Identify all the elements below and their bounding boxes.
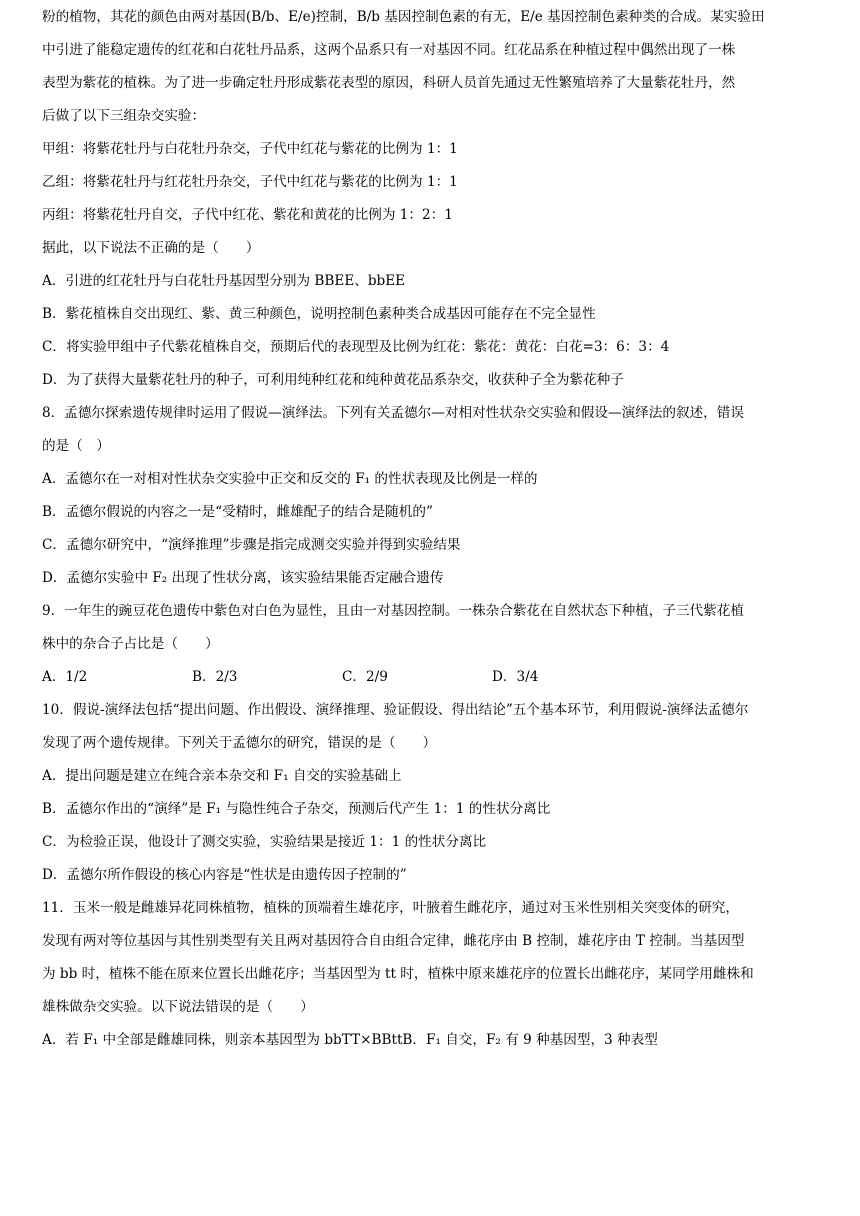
text-line: 雄株做杂交实验。以下说法错误的是（ ）: [42, 999, 314, 1015]
option-d: D．3/4: [492, 669, 539, 685]
text-line: C．将实验甲组中子代紫花植株自交，预期后代的表现型及比例为红花：紫花：黄花：白花=3：6：3：4: [42, 339, 670, 355]
option-b: B．2/3: [192, 669, 238, 685]
text-line: C．孟德尔研究中，“演绎推理”步骤是指完成测交实验并得到实验结果: [42, 537, 461, 553]
text-line: A．提出问题是建立在纯合亲本杂交和 F₁ 自交的实验基础上: [42, 768, 402, 784]
text-line: B．紫花植株自交出现红、紫、黄三种颜色，说明控制色素种类合成基因可能存在不完全显性: [42, 306, 596, 322]
text-line: A．引进的红花牡丹与白花牡丹基因型分别为 BBEE、bbEE: [42, 273, 406, 289]
text-line: 8．孟德尔探索遗传规律时运用了假说—演绎法。下列有关孟德尔—对相对性状杂交实验和假设—演绎法的叙述，错误: [42, 405, 744, 421]
text-line: 发现了两个遗传规律。下列关于孟德尔的研究，错误的是（ ）: [42, 735, 437, 751]
text-line: 据此，以下说法不正确的是（ ）: [42, 240, 260, 256]
text-line: B．孟德尔假说的内容之一是“受精时，雌雄配子的结合是随机的”: [42, 504, 433, 520]
text-line: 甲组：将紫花牡丹与白花牡丹杂交，子代中红花与紫花的比例为 1：1: [42, 141, 458, 157]
text-line: 10．假说-演绎法包括“提出问题、作出假设、演绎推理、验证假设、得出结论”五个基本环节，利用假说-演绎法孟德尔: [42, 702, 749, 718]
text-line: A．孟德尔在一对相对性状杂交实验中正交和反交的 F₁ 的性状表现及比例是一样的: [42, 471, 538, 487]
text-line: 发现有两对等位基因与其性别类型有关且两对基因符合自由组合定律，雌花序由 B 控制，雄花序由 T 控制。当基因型: [42, 933, 745, 949]
text-line: 粉的植物，其花的颜色由两对基因(B/b、E/e)控制，B/b 基因控制色素的有无，E/e 基因控制色素种类的合成。某实验田: [42, 9, 765, 25]
text-line: A．若 F₁ 中全部是雌雄同株，则亲本基因型为 bbTT×BBttB．F₁ 自交，F₂ 有 9 种基因型，3 种表型: [42, 1032, 658, 1048]
option-c: C．2/9: [342, 669, 388, 685]
text-line: 丙组：将紫花牡丹自交，子代中红花、紫花和黄花的比例为 1：2：1: [42, 207, 453, 223]
q9-options: [42, 667, 822, 687]
text-line: D．为了获得大量紫花牡丹的种子，可利用纯种红花和纯种黄花品系杂交，收获种子全为紫花种子: [42, 372, 624, 388]
option-a: A．1/2: [42, 669, 88, 685]
text-line: D．孟德尔所作假设的核心内容是“性状是由遗传因子控制的”: [42, 867, 407, 883]
text-line: 的是（ ）: [42, 438, 110, 454]
text-line: D．孟德尔实验中 F₂ 出现了性状分离，该实验结果能否定融合遗传: [42, 570, 444, 586]
text-line: 11．玉米一般是雌雄异花同株植物，植株的顶端着生雄花序，叶腋着生雌花序，通过对玉米性别相关突变体的研究，: [42, 900, 739, 916]
text-line: 后做了以下三组杂交实验：: [42, 108, 206, 124]
text-line: B．孟德尔作出的“演绎”是 F₁ 与隐性纯合子杂交，预测后代产生 1：1 的性状分离比: [42, 801, 551, 817]
text-line: C．为检验正误，他设计了测交实验，实验结果是接近 1：1 的性状分离比: [42, 834, 487, 850]
text-line: 9．一年生的豌豆花色遗传中紫色对白色为显性，且由一对基因控制。一株杂合紫花在自然状态下种植，子三代紫花植: [42, 603, 744, 619]
text-line: 中引进了能稳定遗传的红花和白花牡丹品系，这两个品系只有一对基因不同。红花品系在种植过程中偶然出现了一株: [42, 42, 736, 58]
text-line: 表型为紫花的植株。为了进一步确定牡丹形成紫花表型的原因，科研人员首先通过无性繁殖培养了大量紫花牡丹，然: [42, 75, 736, 91]
text-line: 为 bb 时，植株不能在原来位置长出雌花序；当基因型为 tt 时，植株中原来雄花序的位置长出雌花序，某同学用雌株和: [42, 966, 754, 982]
text-line: 株中的杂合子占比是（ ）: [42, 636, 219, 652]
text-line: 乙组：将紫花牡丹与红花牡丹杂交，子代中红花与紫花的比例为 1：1: [42, 174, 458, 190]
